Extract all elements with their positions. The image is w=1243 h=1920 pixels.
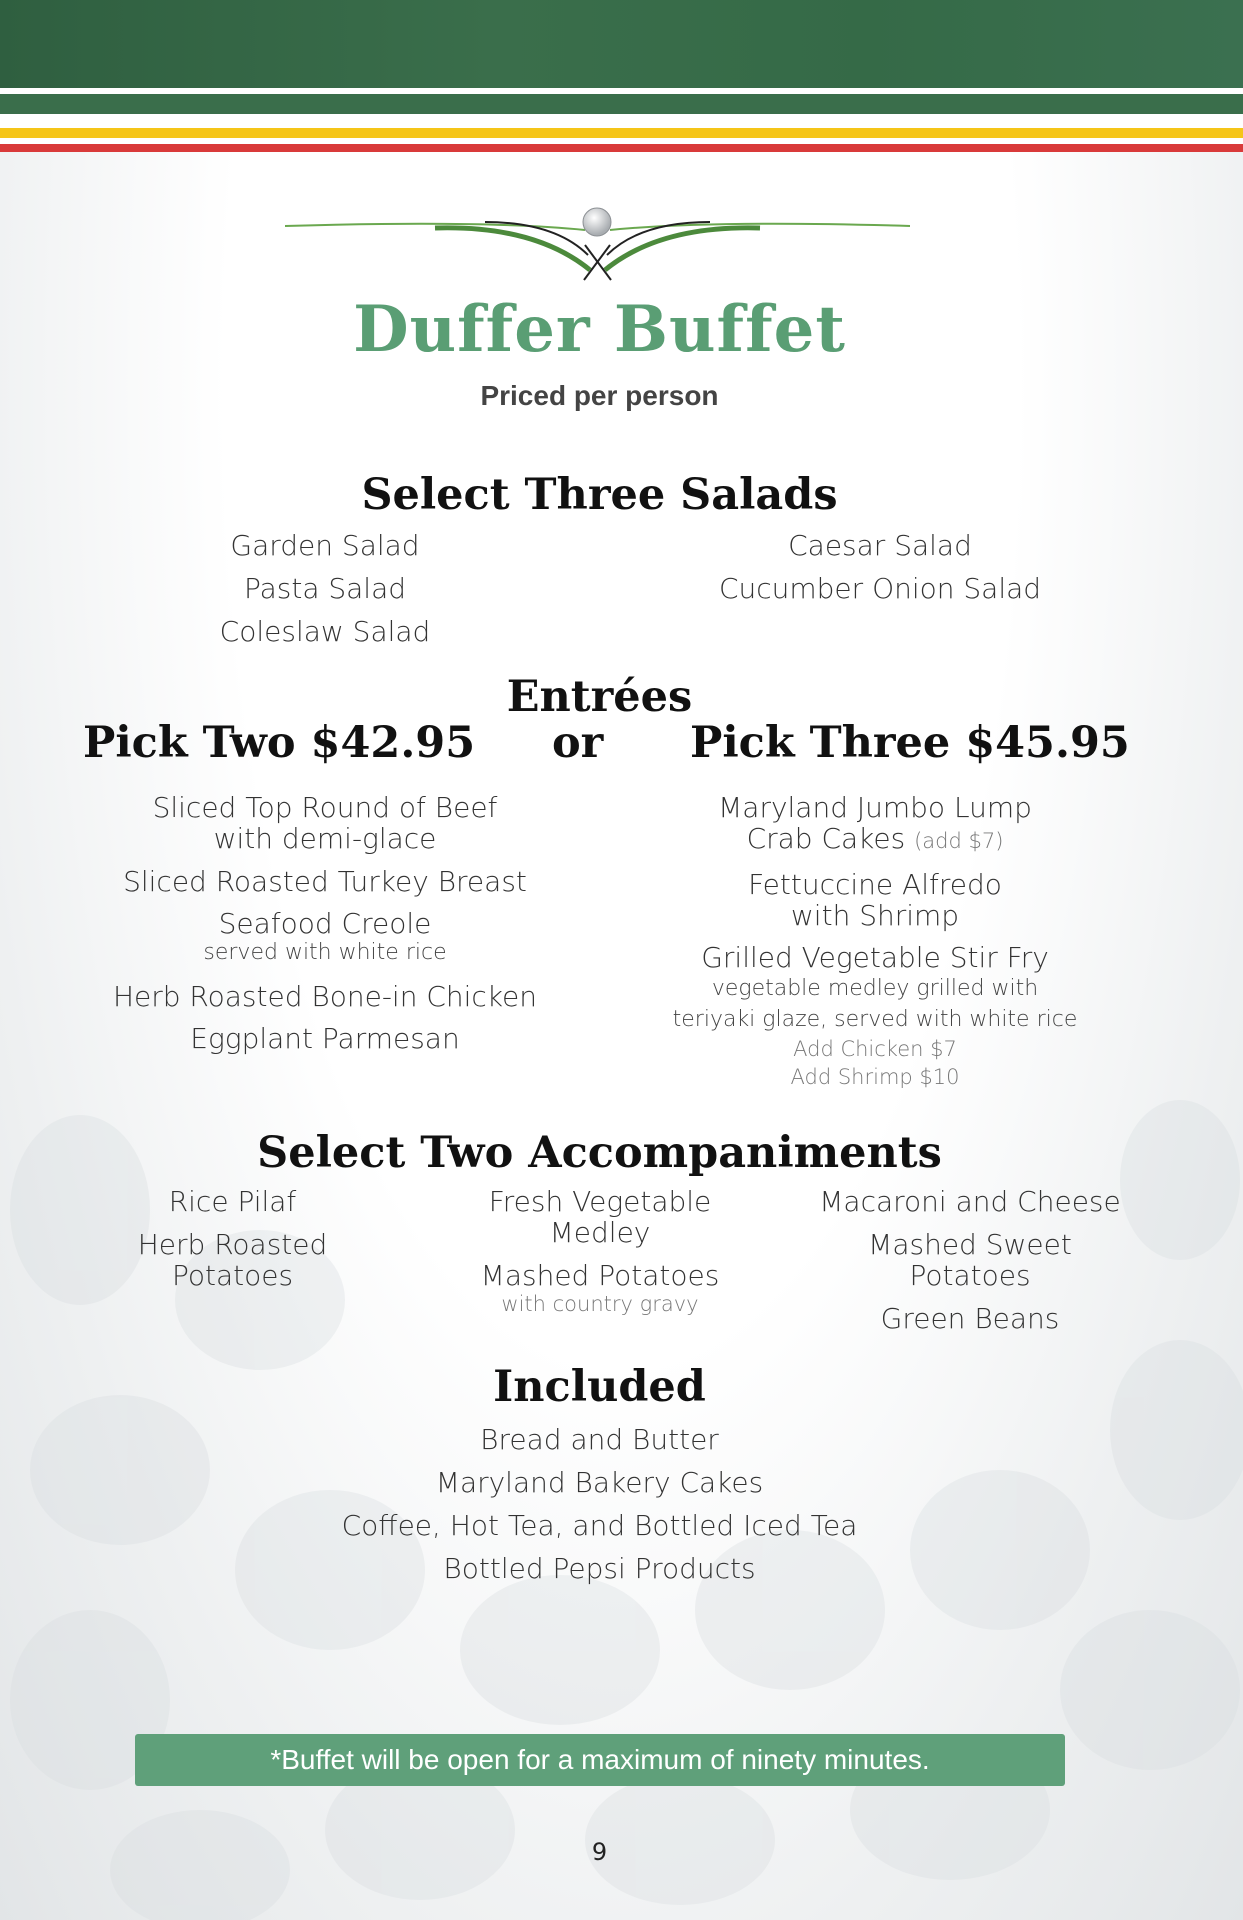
golf-ball-tee-logo bbox=[285, 200, 910, 290]
notice-text: *Buffet will be open for a maximum of ninety minutes. bbox=[270, 1744, 930, 1775]
list-item: Sliced Roasted Turkey Breast bbox=[123, 865, 527, 898]
list-item: Pasta Salad bbox=[243, 572, 407, 605]
list-item: Sliced Top Round of Beef bbox=[152, 791, 498, 824]
list-item: Maryland Jumbo Lump bbox=[718, 791, 1032, 824]
buffet-time-notice bbox=[135, 1734, 1065, 1786]
accompaniments-heading: Select Two Accompaniments bbox=[257, 1128, 942, 1178]
item-note: with country gravy bbox=[501, 1292, 699, 1316]
entrees-heading: Entrées bbox=[506, 672, 693, 722]
page-subtitle: Priced per person bbox=[480, 380, 719, 411]
list-item: Herb Roasted Bone-in Chicken bbox=[112, 980, 538, 1013]
list-item: Potatoes bbox=[909, 1259, 1031, 1292]
item-note: vegetable medley grilled with bbox=[711, 976, 1039, 1001]
add-on-note: Add Chicken $7 bbox=[793, 1037, 957, 1061]
red-stripe bbox=[0, 144, 1243, 152]
list-item: Bread and Butter bbox=[480, 1423, 719, 1456]
salads-heading: Select Three Salads bbox=[361, 470, 838, 520]
list-item: Mashed Sweet bbox=[868, 1228, 1072, 1261]
salads-right-column bbox=[670, 524, 1090, 610]
list-item: Fettuccine Alfredo bbox=[748, 868, 1002, 901]
header-banner bbox=[0, 0, 1243, 160]
list-item: Grilled Vegetable Stir Fry bbox=[701, 941, 1049, 974]
list-item: Maryland Bakery Cakes bbox=[435, 1466, 764, 1499]
pick-three-price: Pick Three $45.95 bbox=[690, 718, 1130, 768]
list-item: Coleslaw Salad bbox=[219, 615, 431, 648]
list-item: Eggplant Parmesan bbox=[190, 1022, 460, 1055]
list-item: Medley bbox=[549, 1216, 651, 1249]
list-item: Caesar Salad bbox=[788, 529, 972, 562]
accompaniments-column-1 bbox=[90, 1186, 375, 1291]
salads-left-column bbox=[140, 524, 510, 653]
pick-two-price: Pick Two $42.95 bbox=[83, 718, 476, 768]
list-item: Rice Pilaf bbox=[168, 1185, 297, 1218]
or-separator: or bbox=[552, 718, 604, 768]
green-stripe bbox=[0, 94, 1243, 114]
list-item: Bottled Pepsi Products bbox=[443, 1552, 756, 1585]
white-stripe bbox=[0, 114, 1243, 128]
included-list bbox=[0, 1418, 1199, 1590]
list-item: Macaroni and Cheese bbox=[819, 1185, 1121, 1218]
list-item: Coffee, Hot Tea, and Bottled Iced Tea bbox=[341, 1509, 858, 1542]
list-item: Seafood Creole bbox=[218, 907, 432, 940]
list-item: Cucumber Onion Salad bbox=[718, 572, 1042, 605]
page-title: Duffer Buffet bbox=[353, 292, 846, 367]
add-on-note: Add Shrimp $10 bbox=[790, 1065, 960, 1089]
list-item: Herb Roasted bbox=[137, 1228, 328, 1261]
entrees-right-column bbox=[640, 792, 1110, 1091]
list-item: Mashed Potatoes bbox=[480, 1259, 720, 1292]
list-item: Green Beans bbox=[880, 1302, 1060, 1335]
page-number: 9 bbox=[591, 1838, 608, 1866]
item-note: teriyaki glaze, served with white rice bbox=[672, 1007, 1078, 1032]
list-item: with Shrimp bbox=[790, 899, 960, 932]
accompaniments-column-2 bbox=[450, 1186, 750, 1317]
list-item: with demi-glace bbox=[213, 822, 437, 855]
green-band bbox=[0, 0, 1243, 88]
price-note: (add $7) bbox=[914, 829, 1004, 853]
included-heading: Included bbox=[493, 1362, 706, 1412]
accompaniments-column-3 bbox=[790, 1186, 1150, 1334]
list-item: Potatoes bbox=[171, 1259, 294, 1292]
list-item: Fresh Vegetable bbox=[488, 1185, 712, 1218]
yellow-stripe bbox=[0, 128, 1243, 138]
item-note: served with white rice bbox=[203, 940, 447, 965]
list-item: Crab Cakes (add $7) bbox=[746, 822, 1004, 855]
list-item: Garden Salad bbox=[230, 529, 420, 562]
entrees-left-column bbox=[70, 792, 580, 1054]
